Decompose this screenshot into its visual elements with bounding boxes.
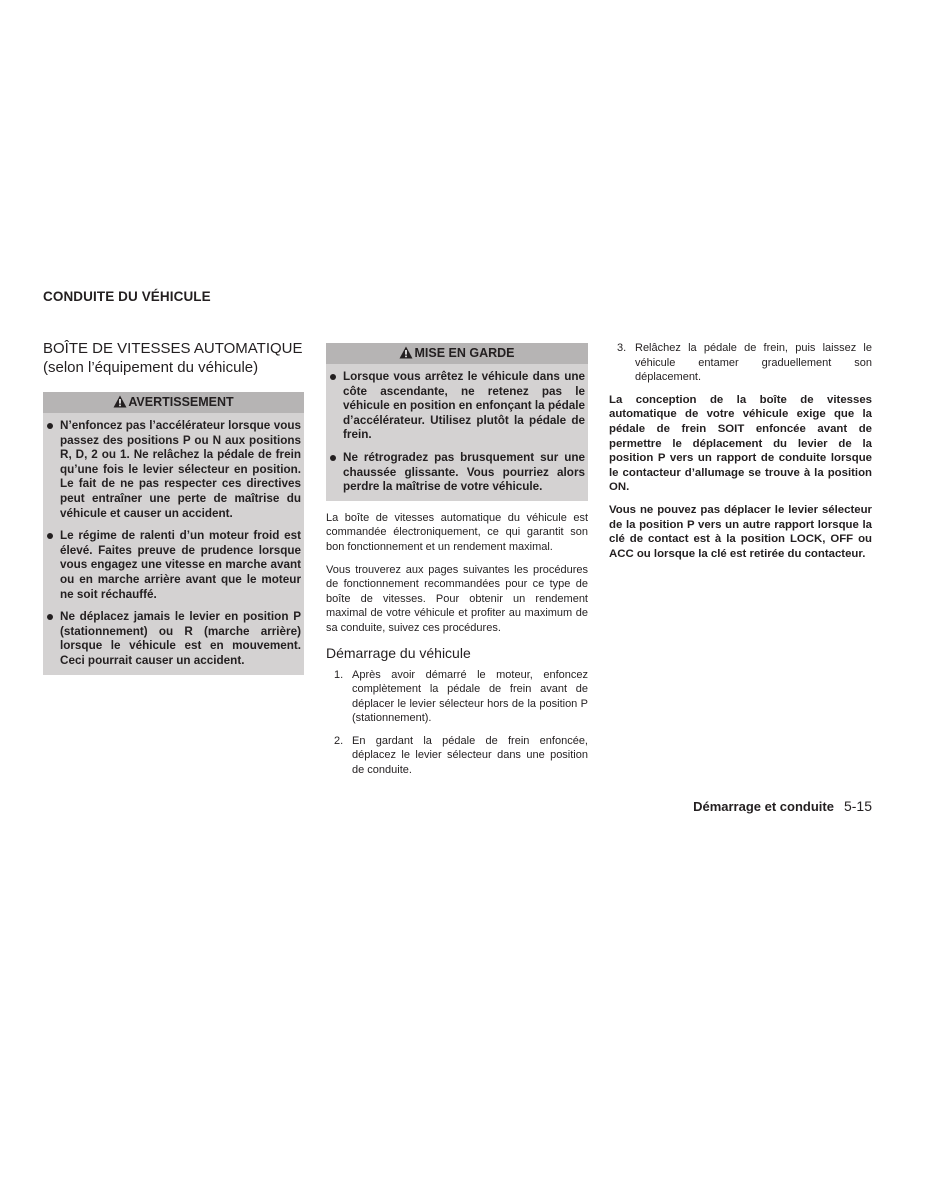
caution-title-text: MISE EN GARDE [414, 346, 515, 360]
step-number: 1. [334, 668, 344, 681]
warning-item-text: Le régime de ralenti d’un moteur froid est élevé. Faites preuve de prudence lorsque vous engagez une vitesse en marche avant ou en marche arrière avant que le moteur ne soit réchauffé. [60, 529, 301, 601]
caution-box-title [326, 343, 588, 364]
bold-paragraph: La conception de la boîte de vitesses automatique de votre véhicule exige que la pédale de frein SOIT enfoncée avant de permettre le déplacement du levier de la position P vers un rapport de conduite lorsque le contacteur d’allumage se trouve à la position ON. [609, 393, 872, 494]
warning-triangle-icon [399, 346, 413, 359]
step-number: 2. [334, 734, 344, 747]
warning-item-text: N’enfoncez pas l’accélérateur lorsque vous passez des positions P ou N aux positions R, D, 2 ou 1. Ne relâchez la pédale de frein qu’une fois le levier sélecteur en position. Le fait de ne pas respecter ces directives peut entraîner une perte de maîtrise du véhicule et causer un accident. [60, 419, 301, 520]
step-text: Relâchez la pédale de frein, puis laissez le véhicule entamer graduellement son déplacement. [635, 342, 872, 384]
column-left [43, 340, 304, 675]
step-item [326, 734, 588, 778]
paragraph: Vous trouverez aux pages suivantes les procédures de fonctionnement recommandées pour ce type de boîte de vitesses. Pour obtenir un rendement maximal de votre véhicule et profiter au maximum de sa conduite, suivez ces procédures. [326, 563, 588, 634]
bullet-icon [47, 423, 53, 429]
bullet-icon [330, 374, 336, 380]
caution-item-text: Ne rétrogradez pas brusquement sur une chaussée glissante. Vous pourriez alors perdre la maîtrise de votre véhicule. [343, 450, 585, 494]
bold-paragraph: Vous ne pouvez pas déplacer le levier sélecteur de la position P vers un autre rapport lorsque la clé de contact est à la position LOCK, OFF ou ACC ou lorsque la clé est retirée du contacteur. [609, 503, 872, 560]
transmission-heading: BOÎTE DE VITESSES AUTOMATIQUE (selon l’équipement du véhicule) [43, 340, 303, 376]
warning-box-title [43, 392, 304, 413]
warning-item [43, 419, 304, 521]
subheading: Démarrage du véhicule [326, 644, 471, 661]
bullet-icon [47, 614, 53, 620]
warning-box [43, 392, 304, 675]
footer-section-name: Démarrage et conduite [693, 799, 834, 814]
caution-item [326, 451, 588, 495]
warning-item-text: Ne déplacez jamais le levier en position P (stationnement) ou R (marche arrière) lorsque le véhicule est en mouvement. Ceci pourrait causer un accident. [60, 610, 301, 667]
step-item [326, 668, 588, 726]
column-right [609, 341, 872, 569]
step-number: 3. [617, 342, 627, 354]
page-footer [600, 797, 872, 816]
steps-list [326, 668, 588, 778]
caution-item-text: Lorsque vous arrêtez le véhicule dans une côte ascendante, ne retenez pas le véhicule en position en enfonçant la pédale d’accélérateur. Utilisez plutôt la pédale de frein. [343, 370, 585, 442]
bullet-icon [47, 533, 53, 539]
step-item [609, 341, 872, 385]
caution-item [326, 370, 588, 443]
caution-list [326, 370, 588, 495]
step-text: Après avoir démarré le moteur, enfoncez complètement la pédale de frein avant de déplacer le levier sélecteur hors de la position P (stationnement). [352, 668, 588, 725]
bullet-icon [330, 455, 336, 461]
column-middle [326, 343, 588, 786]
paragraph: La boîte de vitesses automatique du véhicule est commandée électroniquement, ce qui garantit son bon fonctionnement et un rendement maximal. [326, 511, 588, 553]
section-title: CONDUITE DU VÉHICULE [43, 289, 211, 304]
page-number: 5-15 [843, 798, 872, 814]
warning-item [43, 529, 304, 602]
caution-box [326, 343, 588, 501]
warning-item [43, 610, 304, 668]
step-text: En gardant la pédale de frein enfoncée, déplacez le levier sélecteur dans une position de conduite. [352, 734, 588, 777]
warning-triangle-icon [113, 395, 127, 408]
warning-list [43, 419, 304, 669]
steps-list [609, 341, 872, 385]
warning-title-text: AVERTISSEMENT [128, 395, 234, 409]
